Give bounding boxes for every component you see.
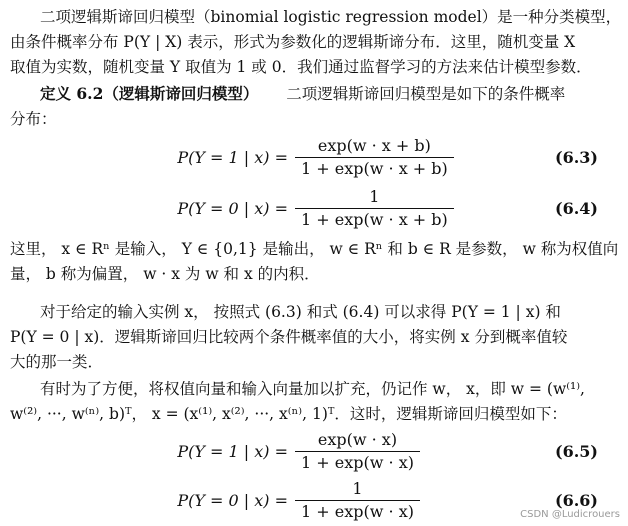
equation-number: (6.4) xyxy=(555,199,598,218)
equation-numerator: exp(w · x) xyxy=(317,430,398,449)
paragraph1-line2: 由条件概率分布 P(Y | X) 表示，形式为参数化的逻辑斯谛分布．这里，随机变量 X xyxy=(10,33,576,51)
equation-6-5 xyxy=(0,429,628,475)
equation-fraction xyxy=(295,478,420,523)
equation-number: (6.3) xyxy=(555,148,598,167)
equation-6-3 xyxy=(0,135,628,181)
paragraph1-line3: 取值为实数，随机变量 Y 取值为 1 或 0．我们通过监督学习的方法来估计模型参数． xyxy=(10,58,592,76)
definition-text: 二项逻辑斯谛回归模型是如下的条件概率 xyxy=(286,85,566,103)
paragraph4-line2: w⁽²⁾, ···, w⁽ⁿ⁾, b)ᵀ， x = (x⁽¹⁾, x⁽²⁾, ···, x⁽ⁿ⁾, 1)ᵀ．这时，逻辑斯谛回归模型如下： xyxy=(10,405,567,423)
equation-fraction xyxy=(295,186,454,231)
equation-denominator: 1 + exp(w · x) xyxy=(295,451,420,474)
equation-lhs: P(Y = 1 | x) = xyxy=(177,442,288,461)
equation-lhs: P(Y = 0 | x) = xyxy=(177,199,288,218)
equation-denominator: 1 + exp(w · x + b) xyxy=(295,208,454,231)
paragraph2-line2: 量， b 称为偏置， w · x 为 w 和 x 的内积． xyxy=(10,265,320,283)
paragraph3-line2: P(Y = 0 | x)．逻辑斯谛回归比较两个条件概率值的大小，将实例 x 分到概率值较 xyxy=(10,328,568,346)
definition-label: 定义 6.2（逻辑斯谛回归模型） xyxy=(40,84,259,103)
paragraph4-line1: 有时为了方便，将权值向量和输入向量加以扩充，仍记作 w， x，即 w = (w⁽¹⁾, xyxy=(40,380,585,398)
equation-numerator: 1 xyxy=(352,479,363,498)
equation-lhs: P(Y = 0 | x) = xyxy=(177,491,288,510)
equation-fraction xyxy=(295,135,454,180)
equation-6-4 xyxy=(0,186,628,232)
definition-line xyxy=(10,83,618,105)
definition-line2: 分布： xyxy=(10,110,57,128)
equation-fraction xyxy=(295,429,420,474)
paragraph2-line1: 这里， x ∈ Rⁿ 是输入， Y ∈ {0,1} 是输出， w ∈ Rⁿ 和 b ∈ R 是参数， w 称为权值向 xyxy=(10,240,619,258)
paragraph1-line1: 二项逻辑斯谛回归模型（binomial logistic regression model）是一种分类模型， xyxy=(40,8,622,26)
equation-lhs: P(Y = 1 | x) = xyxy=(177,148,288,167)
paragraph3-line3: 大的那一类． xyxy=(10,353,104,371)
equation-numerator: exp(w · x + b) xyxy=(317,136,431,155)
equation-denominator: 1 + exp(w · x + b) xyxy=(295,157,454,180)
equation-number: (6.6) xyxy=(555,491,598,510)
equation-numerator: 1 xyxy=(369,187,380,206)
paragraph3-line1: 对于给定的输入实例 x， 按照式 (6.3) 和式 (6.4) 可以求得 P(Y = 1 | x) 和 xyxy=(40,303,561,321)
watermark: CSDN @Ludicrouers xyxy=(520,509,620,520)
equation-denominator: 1 + exp(w · x) xyxy=(295,500,420,523)
equation-number: (6.5) xyxy=(555,442,598,461)
